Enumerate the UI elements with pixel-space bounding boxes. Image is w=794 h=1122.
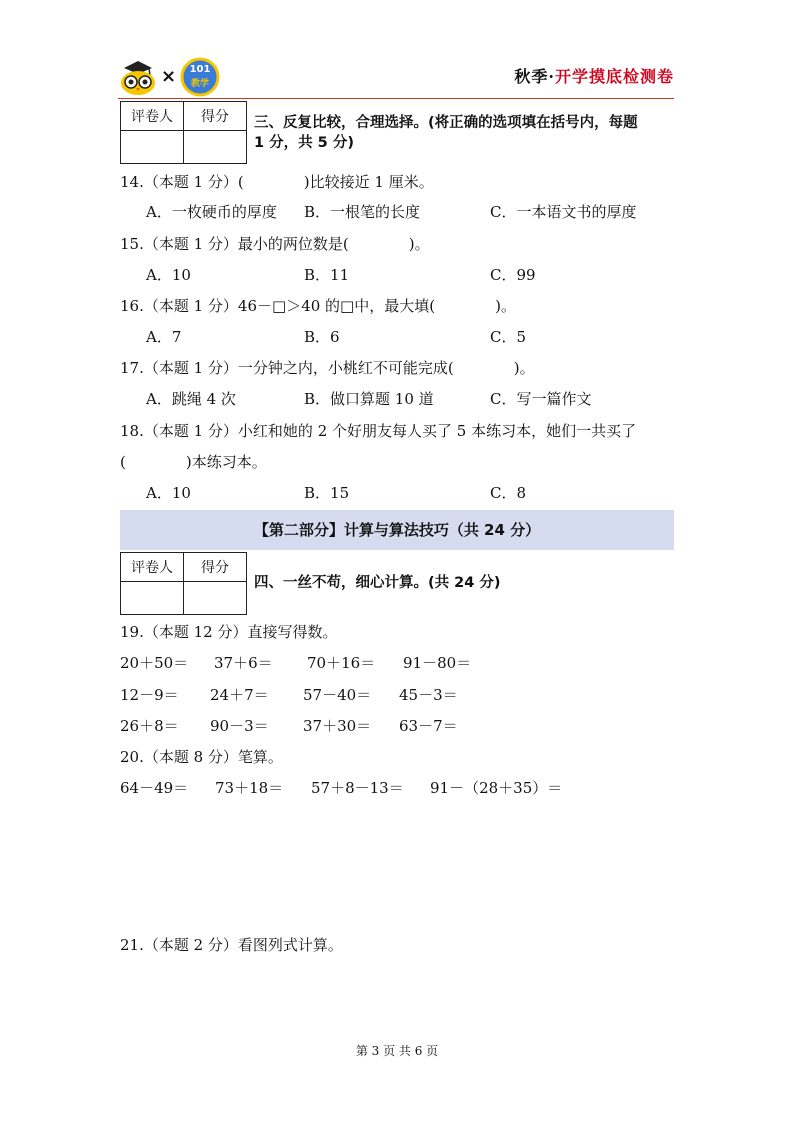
page-footer: 第 3 页 共 6 页 bbox=[355, 1044, 439, 1058]
q19-r3-c3: 37＋30＝ bbox=[303, 717, 372, 735]
header-brand-right: 开学摸底检测卷 bbox=[554, 67, 674, 86]
section4-title: 四、一丝不苟，细心计算。(共 24 分) bbox=[254, 575, 501, 591]
q18-option-b[interactable]: B．15 bbox=[304, 484, 350, 502]
q20-item-3: 57＋8－13＝ bbox=[311, 779, 404, 797]
q19-r3-c4: 63－7＝ bbox=[399, 717, 458, 735]
q18-option-c[interactable]: C．8 bbox=[490, 484, 527, 502]
q16-stem: 16.（本题 1 分）46－□＞40 的□中，最大填( )。 bbox=[120, 297, 516, 315]
q19-r1-c3: 70＋16＝ bbox=[307, 654, 376, 672]
logo-text-bottom: 教学 bbox=[190, 79, 209, 89]
q19-r1-c1: 20＋50＝ bbox=[120, 654, 189, 672]
logo-text-top: 101 bbox=[189, 64, 211, 75]
q14-option-a[interactable]: A．一枚硬币的厚度 bbox=[146, 203, 277, 221]
grader-label: 评卷人 bbox=[121, 102, 184, 131]
owl-logo-icon bbox=[118, 58, 158, 96]
part2-title: 【第二部分】计算与算法技巧（共 24 分） bbox=[253, 521, 541, 539]
q18-stem: 18.（本题 1 分）小红和她的 2 个好朋友每人买了 5 本练习本，她们一共买了 bbox=[120, 422, 637, 440]
q19-r2-c1: 12－9＝ bbox=[120, 686, 179, 704]
q20-item-1: 64－49＝ bbox=[120, 779, 189, 797]
q16-option-c[interactable]: C．5 bbox=[490, 328, 527, 346]
header-divider bbox=[118, 98, 674, 99]
q19-r3-c2: 90－3＝ bbox=[210, 717, 269, 735]
q16-option-b[interactable]: B．6 bbox=[304, 328, 340, 346]
q19-r1-c4: 91－80＝ bbox=[403, 654, 472, 672]
q20-item-4: 91－（28＋35）＝ bbox=[430, 779, 563, 797]
grader-cell[interactable] bbox=[121, 582, 184, 615]
score-cell[interactable] bbox=[184, 131, 247, 164]
header-brand-left: 秋季 bbox=[514, 67, 549, 86]
header-dot: · bbox=[548, 67, 555, 86]
section3-title-line1: 三、反复比较，合理选择。(将正确的选项填在括号内，每题 bbox=[254, 115, 638, 131]
q19-r2-c2: 24＋7＝ bbox=[210, 686, 269, 704]
grader-label: 评卷人 bbox=[121, 553, 184, 582]
q20-stem: 20.（本题 8 分）笔算。 bbox=[120, 748, 283, 766]
q15-option-c[interactable]: C．99 bbox=[490, 266, 536, 284]
grader-cell[interactable] bbox=[121, 131, 184, 164]
q18-option-a[interactable]: A．10 bbox=[146, 484, 191, 502]
score-table-section3 bbox=[120, 101, 247, 164]
header-title bbox=[514, 64, 674, 87]
q16-option-a[interactable]: A．7 bbox=[146, 328, 182, 346]
q17-stem: 17.（本题 1 分）一分钟之内，小桃红不可能完成( )。 bbox=[120, 359, 535, 377]
q15-option-a[interactable]: A．10 bbox=[146, 266, 191, 284]
q14-stem: 14.（本题 1 分）( )比较接近 1 厘米。 bbox=[120, 173, 434, 191]
part2-band bbox=[120, 510, 674, 550]
q17-option-b[interactable]: B．做口算题 10 道 bbox=[304, 390, 434, 408]
times-sign: × bbox=[161, 66, 177, 87]
q15-option-b[interactable]: B．11 bbox=[304, 266, 350, 284]
q20-item-2: 73＋18＝ bbox=[215, 779, 284, 797]
q19-r3-c1: 26＋8＝ bbox=[120, 717, 179, 735]
q17-option-c[interactable]: C．写一篇作文 bbox=[490, 390, 592, 408]
section3-title-line2: 1 分，共 5 分) bbox=[254, 135, 354, 151]
q21-stem: 21.（本题 2 分）看图列式计算。 bbox=[120, 936, 343, 954]
q19-r2-c4: 45－3＝ bbox=[399, 686, 458, 704]
score-label: 得分 bbox=[184, 102, 247, 131]
q19-r1-c2: 37＋6＝ bbox=[214, 654, 273, 672]
score-cell[interactable] bbox=[184, 582, 247, 615]
score-label: 得分 bbox=[184, 553, 247, 582]
q19-stem: 19.（本题 12 分）直接写得数。 bbox=[120, 623, 338, 641]
q17-option-a[interactable]: A．跳绳 4 次 bbox=[146, 390, 236, 408]
q18-stem-line2: ( )本练习本。 bbox=[120, 453, 267, 471]
q19-r2-c3: 57－40＝ bbox=[303, 686, 372, 704]
q14-option-c[interactable]: C．一本语文书的厚度 bbox=[490, 203, 637, 221]
q14-option-b[interactable]: B．一根笔的长度 bbox=[304, 203, 421, 221]
q15-stem: 15.（本题 1 分）最小的两位数是( )。 bbox=[120, 235, 430, 253]
score-table-section4 bbox=[120, 552, 247, 615]
